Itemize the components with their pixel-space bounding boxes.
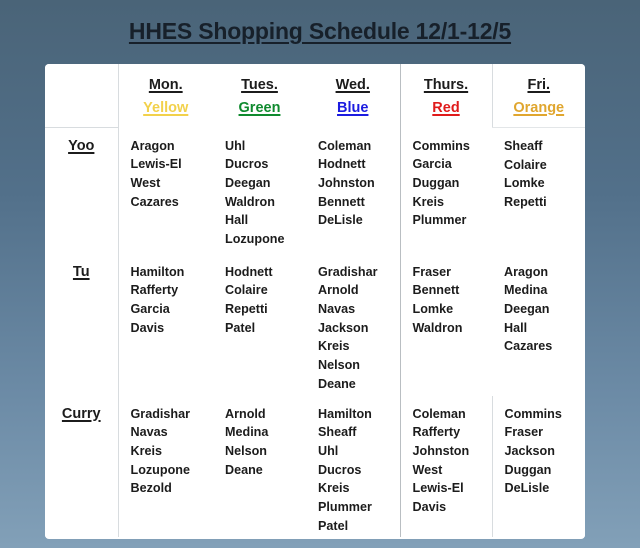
teacher-name: Yoo — [68, 138, 95, 154]
student-name: Repetti — [225, 301, 268, 316]
student-name: Deane — [225, 462, 263, 477]
student-name: Kreis — [318, 339, 350, 354]
cell-tu-fri — [492, 254, 585, 396]
day-label-fri: Fri. — [527, 77, 551, 93]
student-name: Patel — [318, 518, 349, 533]
table-row — [45, 254, 585, 396]
student-name: Aragon — [130, 138, 175, 153]
cell-curry-fri — [492, 396, 585, 537]
student-name: Coleman — [318, 138, 372, 153]
cell-yoo-tues — [213, 128, 306, 254]
student-name: Lomke — [504, 176, 545, 191]
cell-curry-mon — [118, 396, 213, 537]
cell-tu-tues — [213, 254, 306, 396]
student-name: Bennett — [412, 283, 460, 298]
header-cell-mon — [118, 64, 213, 128]
schedule-card — [45, 64, 585, 539]
day-label-mon: Mon. — [148, 77, 183, 93]
student-name: Hodnett — [225, 264, 273, 279]
row-label-curry — [45, 396, 118, 537]
header-cell-tues — [213, 64, 306, 128]
student-name: Gradishar — [318, 264, 378, 279]
student-name: Lozupone — [130, 462, 190, 477]
student-name: Waldron — [225, 194, 275, 209]
student-name: Ducros — [225, 157, 269, 172]
student-name: West — [412, 462, 443, 477]
cell-tu-thurs — [400, 254, 492, 396]
student-name: Sheaff — [318, 425, 357, 440]
student-name: Kreis — [412, 194, 445, 209]
day-label-tues: Tues. — [241, 77, 278, 93]
student-name: Hall — [504, 320, 528, 335]
student-name: Nelson — [318, 358, 360, 373]
student-name: Kreis — [130, 443, 163, 458]
teacher-name: Curry — [61, 405, 101, 422]
student-name: Navas — [318, 301, 356, 316]
cell-curry-tues — [213, 396, 306, 537]
shopping-schedule-table — [45, 64, 585, 537]
student-name: Deegan — [225, 175, 271, 190]
student-name: West — [130, 175, 161, 190]
student-name: Plummer — [318, 500, 372, 515]
row-label-tu — [45, 254, 118, 396]
student-name: Gradishar — [130, 406, 190, 421]
student-name: Nelson — [225, 443, 267, 458]
student-name: Rafferty — [130, 283, 179, 298]
color-label-tues: Green — [238, 100, 281, 116]
student-name: Lewis-El — [130, 157, 182, 172]
student-name: Hamilton — [130, 264, 185, 279]
cell-tu-wed — [306, 254, 400, 396]
student-name: Lomke — [412, 301, 454, 316]
student-name: Uhl — [318, 443, 339, 458]
student-name: Jackson — [504, 443, 555, 458]
table-header — [45, 64, 585, 128]
student-name: Fraser — [504, 425, 544, 440]
table-row — [45, 128, 585, 254]
cell-curry-wed — [306, 396, 400, 537]
student-name: Johnston — [412, 443, 470, 458]
student-name: Aragon — [504, 264, 549, 279]
student-name: Sheaff — [504, 139, 543, 153]
student-name: Kreis — [318, 481, 350, 496]
table-body — [45, 128, 585, 537]
student-name: Hall — [225, 213, 249, 228]
student-name: Coleman — [412, 406, 466, 421]
student-name: Colaire — [225, 283, 268, 298]
student-name: Bezold — [130, 481, 172, 496]
student-name: Colaire — [504, 157, 547, 172]
student-name: Waldron — [412, 320, 463, 335]
student-name: Fraser — [412, 264, 452, 279]
student-name: Hodnett — [318, 157, 366, 172]
student-name: Commins — [504, 406, 562, 421]
student-name: DeLisle — [504, 481, 550, 496]
student-name: Cazares — [504, 339, 553, 354]
cell-yoo-mon — [118, 128, 213, 254]
day-label-thurs: Thurs. — [423, 77, 469, 93]
student-name: Uhl — [225, 138, 246, 153]
student-name: Johnston — [318, 175, 375, 190]
cell-yoo-fri — [492, 128, 585, 254]
page-title: HHES Shopping Schedule 12/1-12/5 — [128, 18, 512, 44]
student-name: Arnold — [318, 283, 359, 298]
header-cell-thurs — [400, 64, 492, 128]
student-name: Davis — [130, 320, 165, 335]
student-name: Garcia — [412, 157, 452, 172]
student-name: Repetti — [504, 195, 547, 210]
student-name: Deegan — [504, 301, 550, 316]
student-name: Ducros — [318, 462, 362, 477]
cell-yoo-wed — [306, 128, 400, 254]
student-name: Commins — [412, 138, 470, 153]
student-name: Davis — [412, 500, 447, 515]
student-name: Rafferty — [412, 425, 461, 440]
header-cell-wed — [306, 64, 400, 128]
cell-yoo-thurs — [400, 128, 492, 254]
student-name: Medina — [504, 283, 548, 298]
header-row — [45, 64, 585, 128]
color-label-fri: Orange — [513, 100, 565, 116]
table-row — [45, 396, 585, 537]
cell-curry-thurs — [400, 396, 492, 537]
student-name: Duggan — [504, 462, 552, 477]
student-name: Medina — [225, 425, 269, 440]
student-name: Hamilton — [318, 406, 372, 421]
color-label-mon: Yellow — [143, 100, 189, 116]
student-name: DeLisle — [318, 213, 363, 228]
color-label-wed: Blue — [337, 100, 369, 116]
student-name: Duggan — [412, 175, 460, 190]
day-label-wed: Wed. — [335, 77, 370, 93]
student-name: Lewis-El — [412, 481, 464, 496]
student-name: Lozupone — [225, 232, 285, 247]
color-label-thurs: Red — [432, 100, 460, 116]
header-cell-fri — [492, 64, 585, 128]
student-name: Arnold — [225, 406, 266, 421]
student-name: Deane — [318, 376, 356, 391]
teacher-name: Tu — [72, 263, 90, 280]
student-name: Garcia — [130, 301, 170, 316]
student-name: Bennett — [318, 194, 365, 209]
student-name: Plummer — [412, 213, 467, 228]
header-cell-label — [45, 64, 118, 128]
cell-tu-mon — [118, 254, 213, 396]
student-name: Navas — [130, 425, 168, 440]
student-name: Cazares — [130, 194, 179, 209]
student-name: Jackson — [318, 320, 369, 335]
row-label-yoo — [45, 128, 118, 254]
student-name: Patel — [225, 320, 256, 335]
